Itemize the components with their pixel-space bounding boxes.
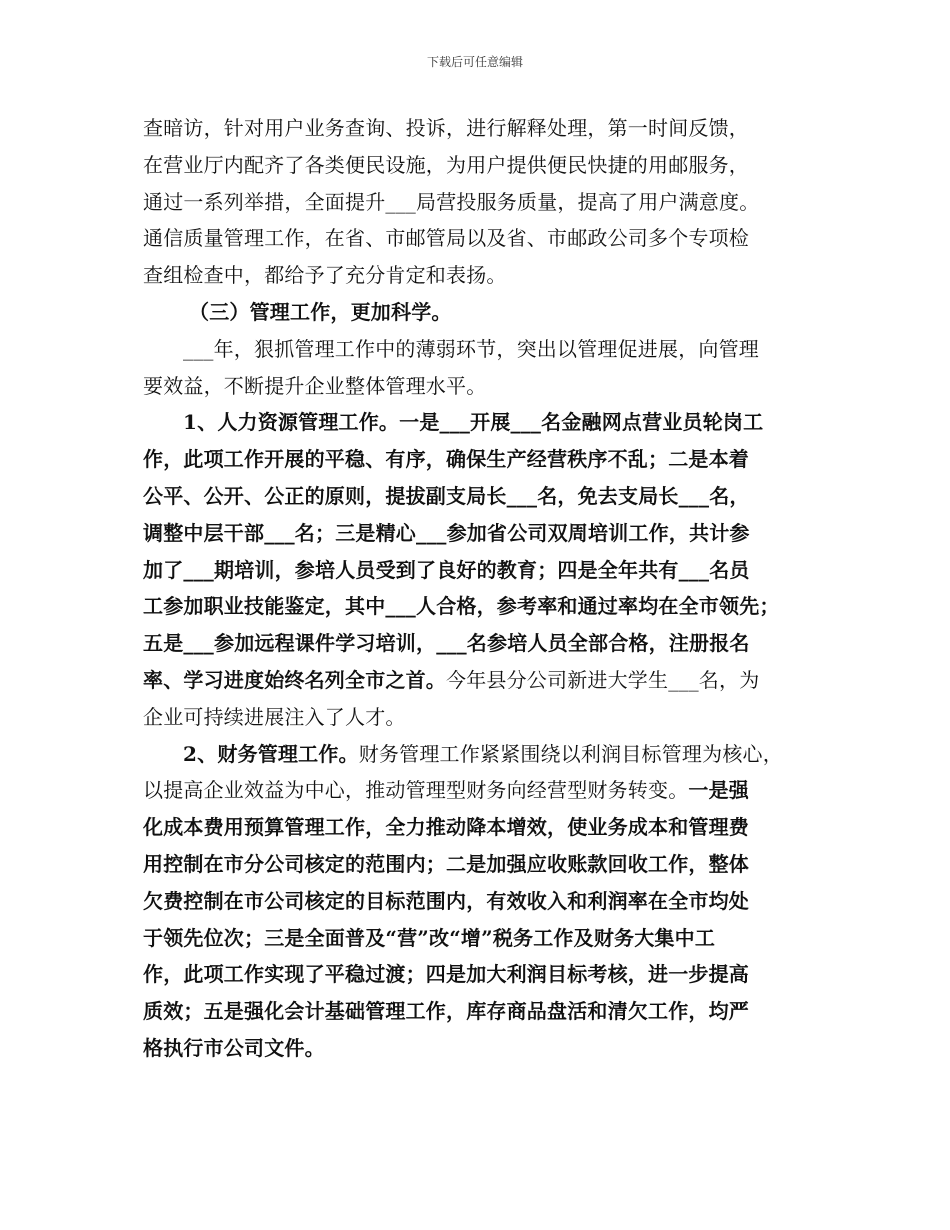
item2-line: 化成本费用预算管理工作，全力推动降本增效，使业务成本和管理费 [143,815,749,840]
item2-first-line [143,736,815,773]
item1-line: 五是___参加远程课件学习培训，___名参培人员全部合格，注册报名 [143,631,750,656]
item2-second-line [143,772,815,809]
page-header: 下载后可任意编辑 [426,55,523,69]
item1-normal-text: 今年县分公司新进大学生___名，为 [446,667,760,692]
paragraph-line: 通信质量管理工作，在省、市邮管局以及省、市邮政公司多个专项检 [143,226,749,251]
item1-line: 加了___期培训，参培人员受到了良好的教育；四是全年共有___名员 [143,557,750,582]
item2-line: 于领先位次；三是全面普及“营”改“增”税务工作及财务大集中工 [143,925,716,950]
item2-line: 欠费控制在市公司核定的目标范围内，有效收入和利润率在全市均处 [143,888,749,913]
item2-heading: 2、财务管理工作。 [183,741,359,766]
section-heading: （三）管理工作，更加科学。 [189,299,452,324]
item1-line: 企业可持续进展注入了人才。 [143,704,406,729]
paragraph-line: 在营业厅内配齐了各类便民设施，为用户提供便民快捷的用邮服务， [143,152,749,177]
item2-line: 用控制在市分公司核定的范围内；二是加强应收账款回收工作，整体 [143,851,749,876]
paragraph-line: 查组检查中，都给予了充分肯定和表扬。 [143,263,507,288]
paragraph-line: 通过一系列举措，全面提升___局营投服务质量，提高了用户满意度。 [143,189,760,214]
item2-line: 作，此项工作实现了平稳过渡；四是加大利润目标考核，进一步提高 [143,962,749,987]
paragraph-line: 查暗访，针对用户业务查询、投诉，进行解释处理，第一时间反馈， [143,116,749,140]
item1-line: 作，此项工作开展的平稳、有序，确保生产经营秩序不乱；二是本着 [143,447,749,472]
item1-line: 工参加职业技能鉴定，其中___人合格，参考率和通过率均在全市领先； [143,594,780,619]
item2-line: 质效；五是强化会计基础管理工作，库存商品盘活和清欠工作，均严 [143,999,749,1024]
item2-line: 格执行市公司文件。 [143,1035,325,1060]
item1-line: 1、人力资源管理工作。一是___开展___名金融网点营业员轮岗工 [183,410,764,435]
item2-normal-text: 财务管理工作紧紧围绕以利润目标管理为核心， [358,741,783,766]
item2-bold-text: 一是强 [688,778,750,803]
paragraph-line: ___年，狠抓管理工作中的薄弱环节，突出以管理促进展，向管理 [183,336,759,361]
item1-bold-text: 率、学习进度始终名列全市之首。 [143,667,446,692]
item2-normal-text: 以提高企业效益为中心，推动管理型财务向经营型财务转变。 [143,778,689,803]
item1-line: 调整中层干部___名；三是精心___参加省公司双周培训工作，共计参 [143,520,750,545]
document-body [143,110,815,1067]
item1-line: 公平、公开、公正的原则，提拔副支局长___名，免去支局长___名， [143,483,750,508]
paragraph-line: 要效益，不断提升企业整体管理水平。 [143,373,487,398]
item1-mixed-line [143,662,815,699]
